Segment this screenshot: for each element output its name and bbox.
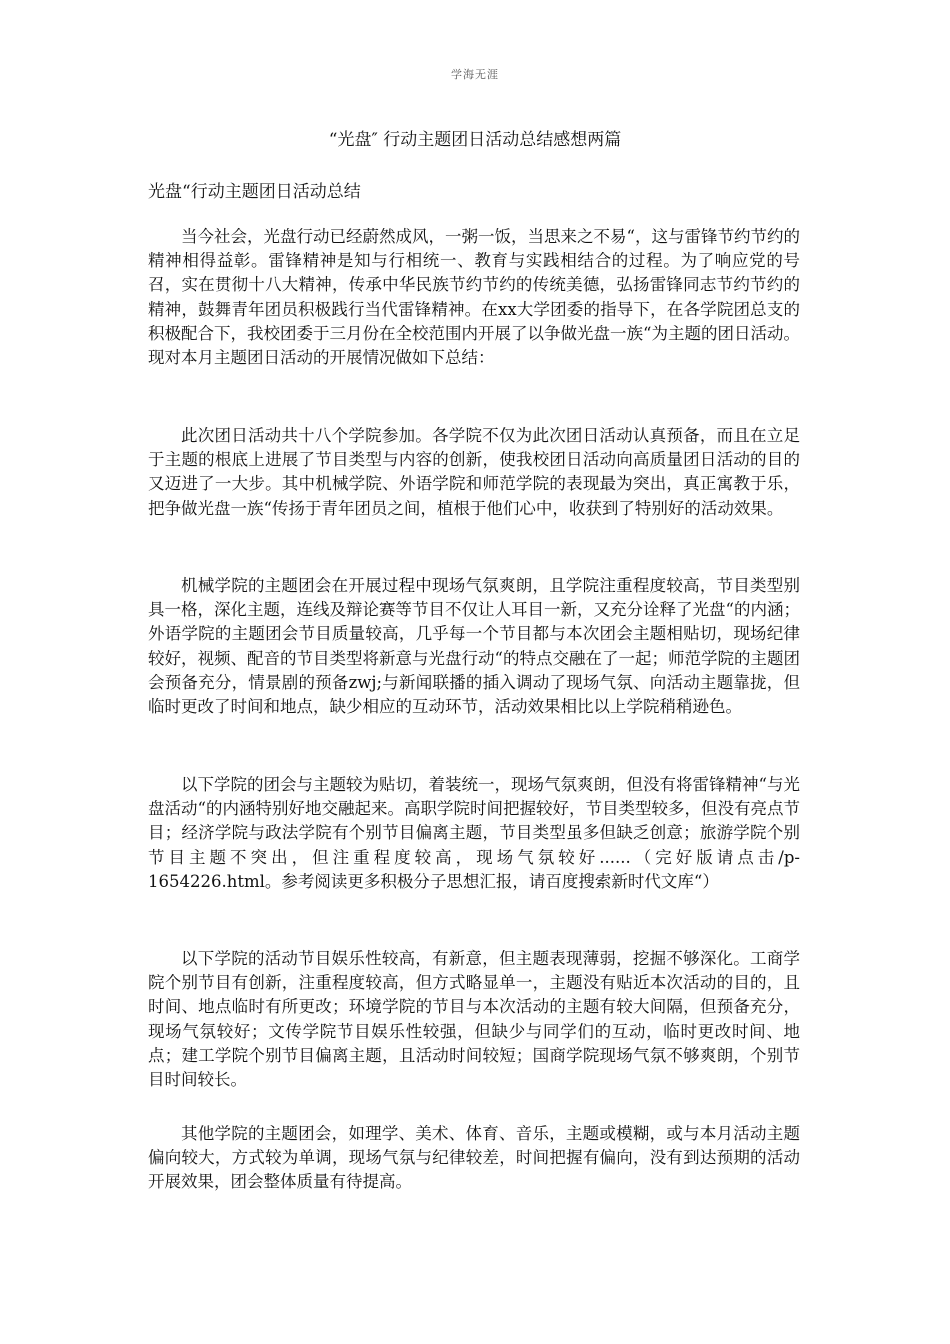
document-title: “光盘″ 行动主题团日活动总结感想两篇 (328, 130, 622, 150)
body-paragraph-2: 此次团日活动共十八个学院参加。各学院不仅为此次团日活动认真预备，而且在立足于主题的根底上进展了节目类型与内容的创新，使我校团日活动向高质量团日活动的目的又迈进了一大步。其中机械学院、外语学院和师范学院的表现最为突出，真正寓教于乐，把争做光盘一族“传扬于青年团员之间，植根于他们心中，收获到了特别好的活动效果。 (148, 426, 800, 518)
body-paragraph-6: 其他学院的主题团会，如理学、美术、体育、音乐，主题或模糊，或与本月活动主题偏向较大，方式较为单调，现场气氛与纪律较差，时间把握有偏向，没有到达预期的活动开展效果，团会整体质量有待提高。 (148, 1124, 800, 1192)
body-paragraph-4: 以下学院的团会与主题较为贴切，着装统一，现场气氛爽朗，但没有将雷锋精神“与光盘活动“的内涵特别好地交融起来。高职学院时间把握较好，节目类型较多，但没有亮点节目；经济学院与政法学院有个别节目偏离主题，节目类型虽多但缺乏创意；旅游学院个别节目主题不突出，但注重程度较高，现场气氛较好......（完好版请点击/p-1654226.html。参考阅读更多积极分子思想汇报，请百度搜索新时代文库“） (148, 775, 800, 891)
body-paragraph-3: 机械学院的主题团会在开展过程中现场气氛爽朗，且学院注重程度较高，节目类型别具一格，深化主题，连线及辩论赛等节目不仅让人耳目一新，又充分诠释了光盘“的内涵；外语学院的主题团会节目质量较高，几乎每一个节目都与本次团会主题相贴切，现场纪律较好，视频、配音的节目类型将新意与光盘行动“的特点交融在了一起；师范学院的主题团会预备充分，情景剧的预备zwj;与新闻联播的插入调动了现场气氛、向活动主题靠拢，但临时更改了时间和地点，缺少相应的互动环节，活动效果相比以上学院稍稍逊色。 (148, 576, 800, 717)
body-paragraph-5: 以下学院的活动节目娱乐性较高，有新意，但主题表现薄弱，挖掘不够深化。工商学院个别节目有创新，注重程度较高，但方式略显单一，主题没有贴近本次活动的目的，且时间、地点临时有所更改；环境学院的节目与本次活动的主题有较大间隔，但预备充分，现场气氛较好；文传学院节目娱乐性较强，但缺少与同学们的互动，临时更改时间、地点；建工学院个别节目偏离主题，且活动时间较短；国商学院现场气氛不够爽朗，个别节目时间较长。 (148, 949, 800, 1090)
body-paragraph-1: 当今社会，光盘行动已经蔚然成风，一粥一饭，当思来之不易“，这与雷锋节约节约的精神相得益彰。雷锋精神是知与行相统一、教育与实践相结合的过程。为了响应党的号召，实在贯彻十八大精神，传承中华民族节约节约的传统美德，弘扬雷锋同志节约节约的精神，鼓舞青年团员积极践行当代雷锋精神。在xx大学团委的指导下，在各学院团总支的积极配合下，我校团委于三月份在全校范围内开展了以争做光盘一族“为主题的团日活动。现对本月主题团日活动的开展情况做如下总结： (148, 227, 800, 368)
section-heading: 光盘“行动主题团日活动总结 (148, 182, 361, 202)
page-header: 学海无涯 (451, 68, 499, 81)
